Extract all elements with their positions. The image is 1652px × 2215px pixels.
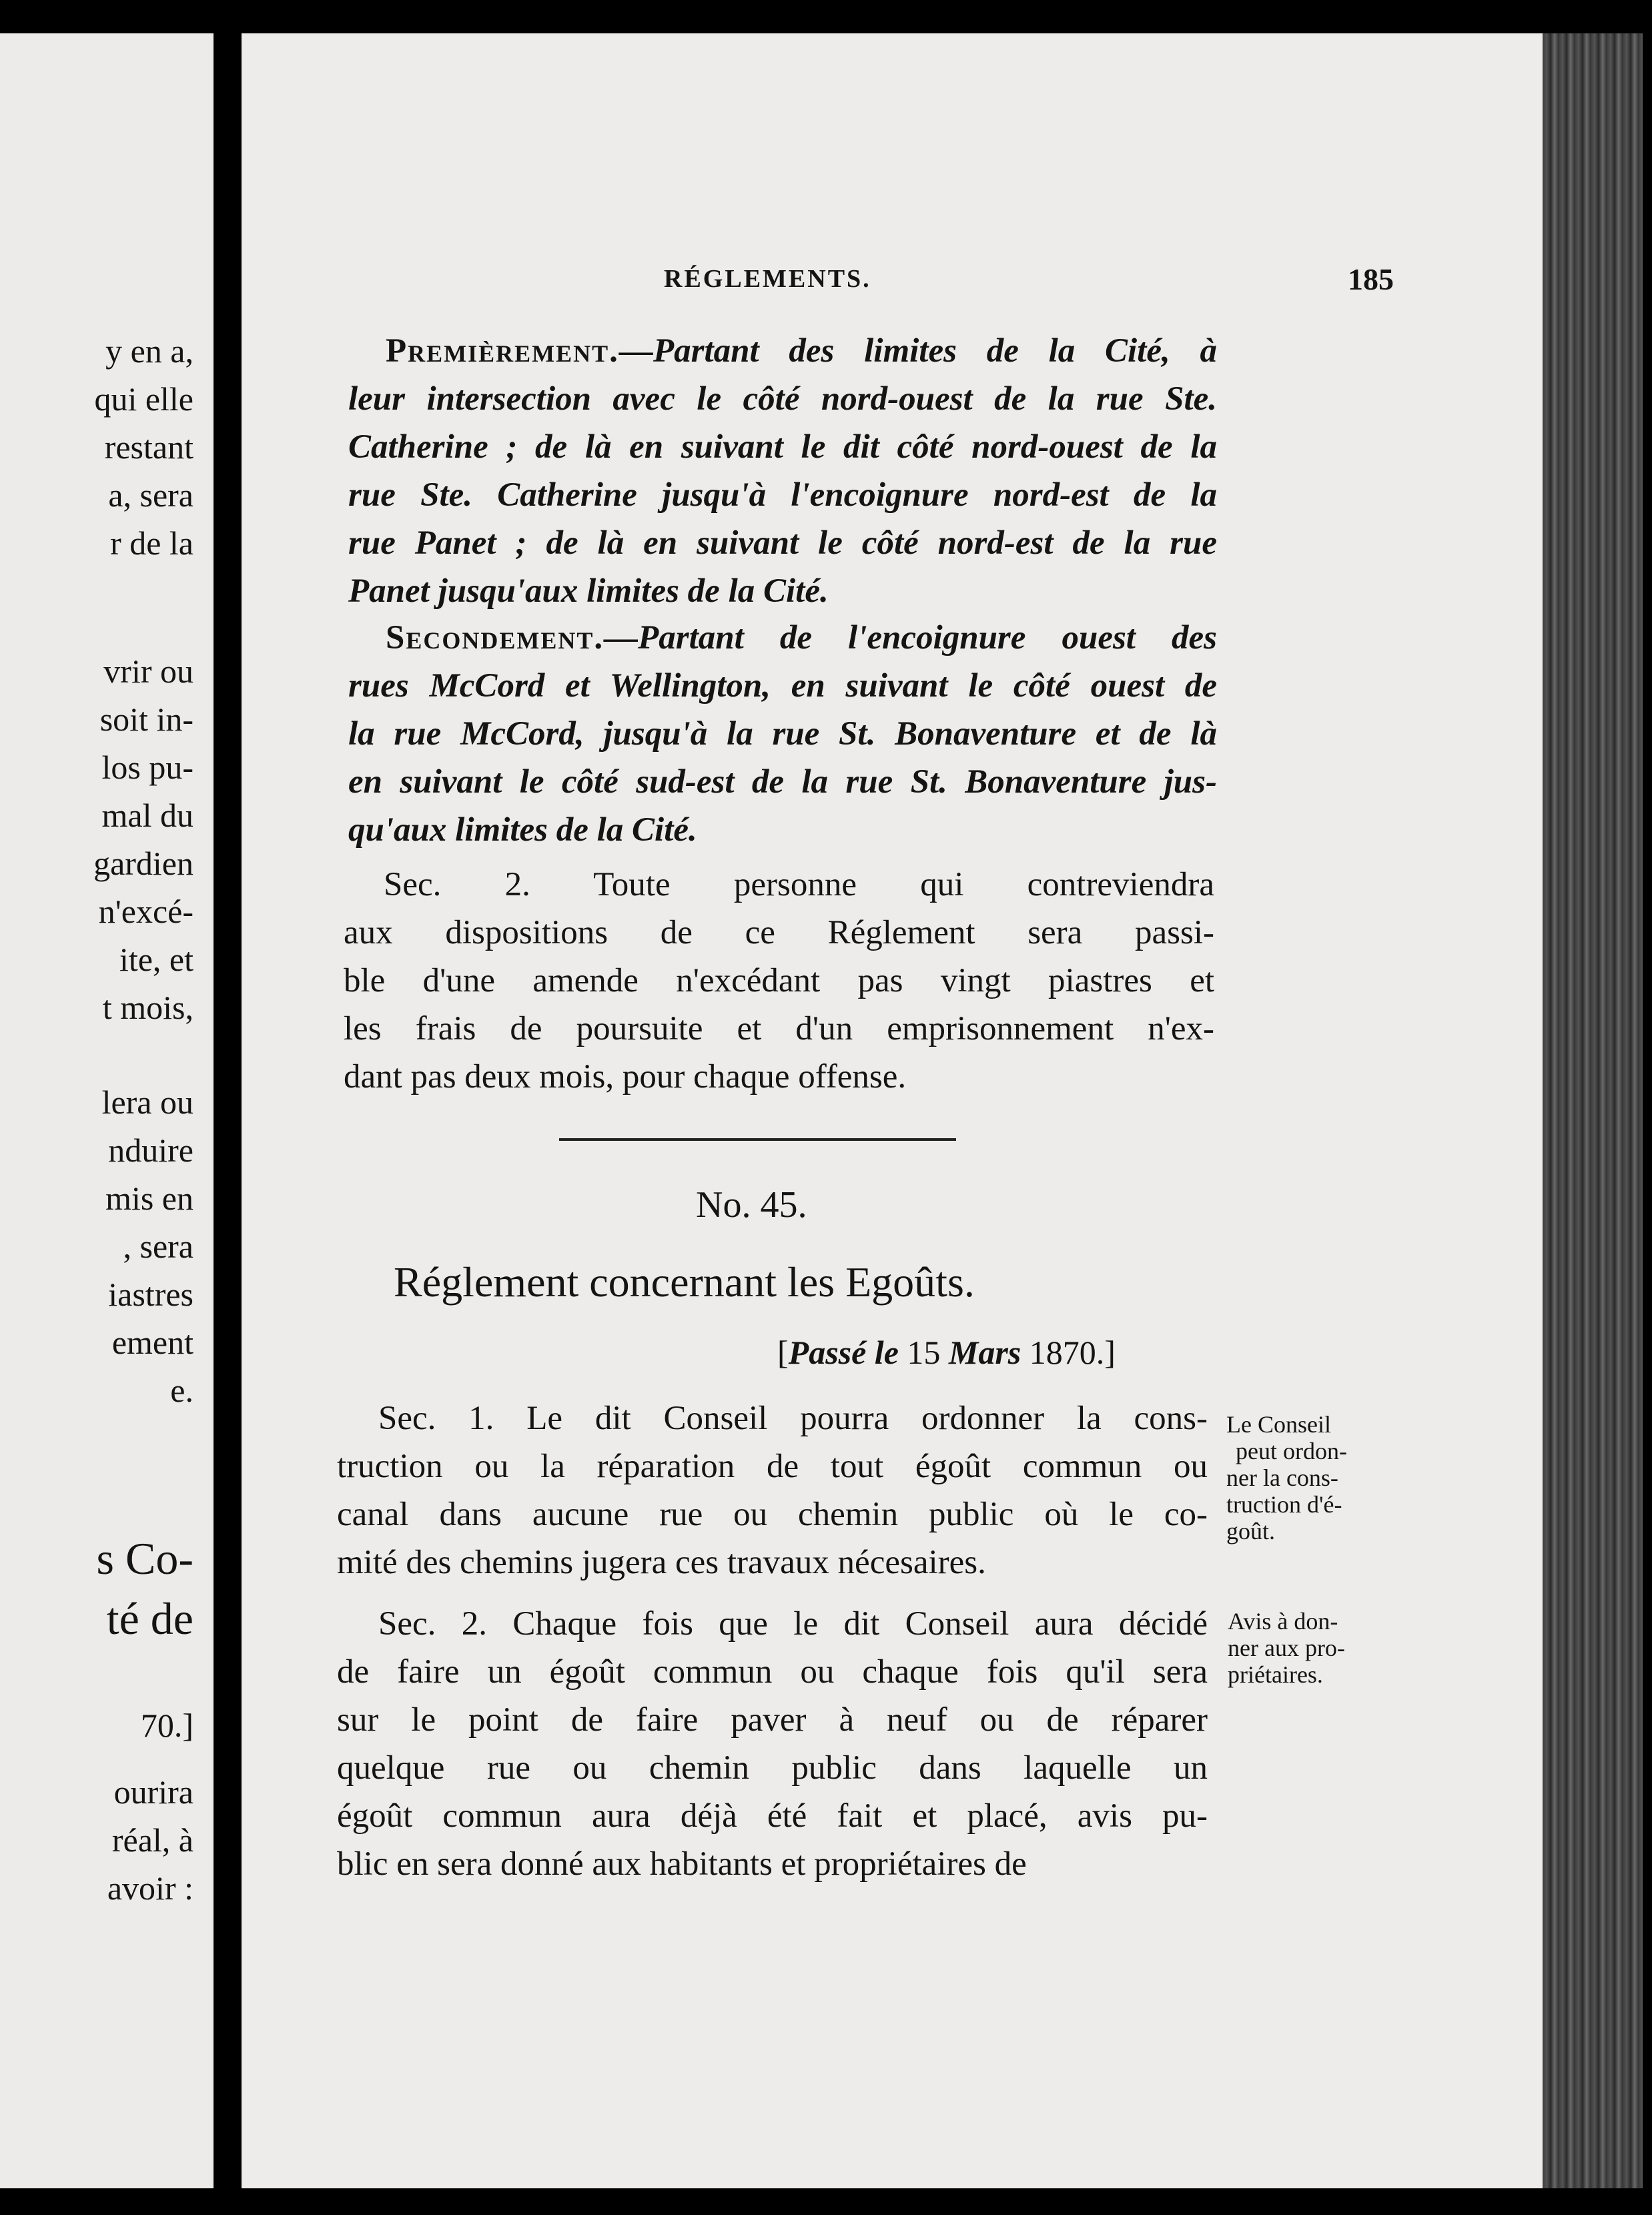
- left-fragment: té de: [106, 1593, 193, 1644]
- text-line: Sec. 2. Toute personne qui contreviendra: [384, 866, 1214, 903]
- text-line: rue Panet ; de là en suivant le côté nord-est de la rue: [348, 524, 1217, 562]
- text-line: leur intersection avec le côté nord-ouest de la rue Ste.: [348, 380, 1217, 418]
- bylaw-title: Réglement concernant les Egoûts.: [394, 1258, 975, 1306]
- left-fragment: t mois,: [102, 989, 193, 1026]
- passed-date: [777, 1333, 1116, 1372]
- left-fragment: restant: [104, 428, 193, 466]
- text-line: la rue McCord, jusqu'à la rue St. Bonaventure et de là: [348, 715, 1217, 753]
- passed-label: Passé le: [788, 1334, 899, 1371]
- text-line: [348, 327, 1217, 375]
- text-line: dant pas deux mois, pour chaque offense.: [344, 1058, 907, 1095]
- paragraph-premierement: [348, 327, 1217, 615]
- left-fragment: qui elle: [94, 380, 193, 418]
- page-number: 185: [1348, 262, 1394, 296]
- left-fragment: n'excé-: [98, 893, 193, 930]
- text-line: rue Ste. Catherine jusqu'à l'encoignure nord-est de la: [348, 476, 1217, 514]
- margin-note-line: peut ordon-: [1236, 1438, 1347, 1464]
- left-fragment: 70.]: [140, 1707, 193, 1744]
- paragraph-bylaw-sec1: [337, 1394, 1208, 1587]
- left-fragment: soit in-: [99, 701, 193, 738]
- left-fragment: y en a,: [105, 332, 193, 370]
- left-fragment: mal du: [101, 797, 193, 834]
- left-fragment: gardien: [93, 845, 193, 882]
- margin-note-line: ner la cons-: [1226, 1464, 1338, 1491]
- left-fragment: avoir :: [107, 1869, 193, 1907]
- left-fragment: nduire: [108, 1132, 193, 1169]
- section-lead: Secondement.: [386, 619, 604, 656]
- paragraph-bylaw-sec2: [337, 1600, 1208, 1888]
- text-line: sur le point de faire paver à neuf ou de réparer: [337, 1701, 1208, 1739]
- left-fragment: ement: [111, 1324, 193, 1361]
- text-line: égoût commun aura déjà été fait et placé, avis pu-: [337, 1797, 1208, 1835]
- text-line: en suivant le côté sud-est de la rue St. Bonaventure jus-: [348, 763, 1217, 801]
- text-line: les frais de poursuite et d'un emprisonnement n'ex-: [344, 1010, 1214, 1047]
- left-fragment: ite, et: [119, 941, 193, 978]
- bylaw-number: No. 45.: [696, 1184, 807, 1226]
- text-line: canal dans aucune rue ou chemin public où le co-: [337, 1496, 1208, 1533]
- text-line: Panet jusqu'aux limites de la Cité.: [348, 572, 829, 610]
- text-line: quelque rue ou chemin public dans laquelle un: [337, 1749, 1208, 1787]
- left-fragment: , sera: [123, 1228, 193, 1265]
- margin-note-line: truction d'é-: [1226, 1491, 1342, 1518]
- text-line: blic en sera donné aux habitants et propriétaires de: [337, 1845, 1027, 1883]
- left-fragment: r de la: [110, 524, 193, 562]
- margin-note-sec1: [1226, 1411, 1347, 1544]
- margin-note-line: ner aux pro-: [1228, 1635, 1345, 1661]
- text-line: Sec. 2. Chaque fois que le dit Conseil aura décidé: [378, 1605, 1208, 1643]
- left-fragment: réal, à: [111, 1821, 193, 1859]
- left-fragment: a, sera: [108, 476, 193, 514]
- text-line: mité des chemins jugera ces travaux nécesaires.: [337, 1544, 986, 1581]
- passed-year: 1870.]: [1029, 1334, 1116, 1371]
- running-title: RÉGLEMENTS.: [664, 265, 871, 293]
- margin-note-line: priétaires.: [1228, 1661, 1323, 1688]
- text-line: aux dispositions de ce Réglement sera passi-: [344, 914, 1214, 951]
- text-line: [348, 614, 1217, 662]
- paragraph-sec2-penalty: [344, 861, 1214, 1101]
- margin-note-line: Avis à don-: [1228, 1608, 1338, 1635]
- paragraph-secondement: [348, 614, 1217, 854]
- text-line: rues McCord et Wellington, en suivant le côté ouest de: [348, 667, 1217, 705]
- left-fragment: los pu-: [101, 749, 193, 786]
- bracket: [: [777, 1334, 789, 1371]
- text-line-part: —Partant de l'encoignure ouest des: [604, 619, 1217, 656]
- margin-note-line: Le Conseil: [1226, 1411, 1331, 1438]
- left-fragment: vrir ou: [103, 652, 193, 690]
- margin-note-sec2: [1228, 1608, 1345, 1688]
- text-line: truction ou la réparation de tout égoût commun ou: [337, 1448, 1208, 1485]
- left-fragment: s Co-: [96, 1533, 193, 1584]
- margin-note-line: goût.: [1226, 1518, 1276, 1544]
- section-divider: [559, 1138, 956, 1141]
- left-fragment: e.: [170, 1372, 193, 1409]
- text-line: ble d'une amende n'excédant pas vingt piastres et: [344, 962, 1214, 999]
- text-line: qu'aux limites de la Cité.: [348, 811, 697, 849]
- text-line: Catherine ; de là en suivant le dit côté nord-ouest de la: [348, 428, 1217, 466]
- left-facing-page: [0, 33, 214, 2188]
- text-line: Sec. 1. Le dit Conseil pourra ordonner la cons-: [378, 1400, 1208, 1437]
- left-fragment: mis en: [105, 1180, 193, 1217]
- left-fragment: lera ou: [101, 1083, 193, 1121]
- left-fragment: iastres: [108, 1276, 193, 1313]
- book-page-edges: [1543, 33, 1643, 2188]
- left-fragment: ourira: [113, 1773, 193, 1811]
- passed-day: 15: [907, 1334, 941, 1371]
- section-lead: Premièrement.: [386, 332, 619, 370]
- passed-month: Mars: [948, 1334, 1021, 1371]
- text-line-part: —Partant des limites de la Cité, à: [618, 332, 1217, 370]
- text-line: de faire un égoût commun ou chaque fois qu'il sera: [337, 1653, 1208, 1691]
